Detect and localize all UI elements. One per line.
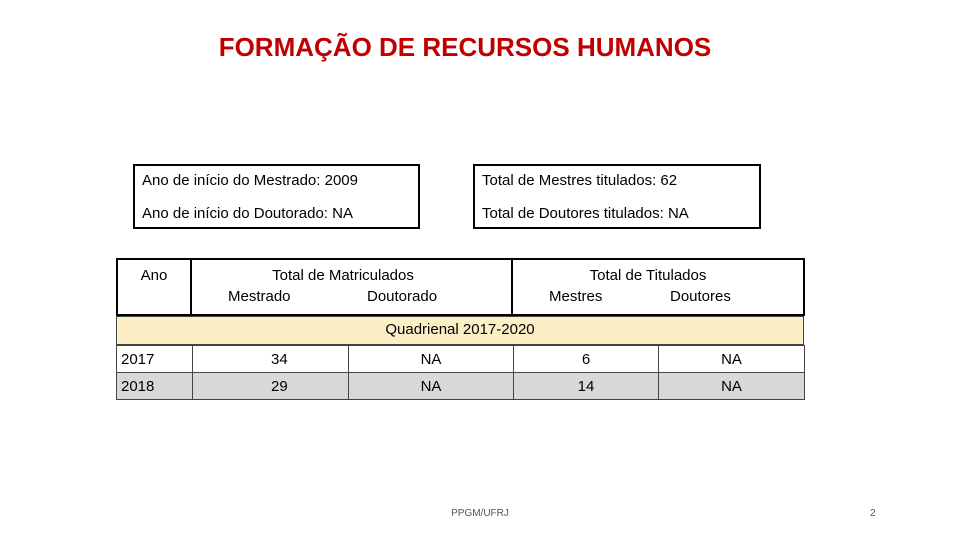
info-box-start-years	[133, 164, 420, 229]
cell-titulados-mestres: 14	[514, 373, 659, 400]
footer-label: PPGM/UFRJ	[451, 508, 509, 519]
header-ano: Ano	[140, 267, 168, 284]
cell-titulados-doutores: NA	[659, 346, 805, 373]
period-band	[116, 316, 804, 345]
cell-matriculados-mestrado: 34	[193, 346, 349, 373]
data-table	[116, 345, 805, 400]
cell-titulados-doutores: NA	[659, 373, 805, 400]
period-label: Quadrienal 2017-2020	[385, 321, 535, 338]
cell-titulados-mestres: 6	[514, 346, 659, 373]
info-box-graduates	[473, 164, 761, 229]
header-matriculados-box	[190, 258, 513, 316]
cell-matriculados-doutorado: NA	[349, 346, 514, 373]
cell-ano: 2018	[117, 373, 193, 400]
header-matriculados-doutorado: Doutorado	[367, 288, 438, 305]
header-matriculados: Total de Matriculados	[272, 267, 414, 284]
header-matriculados-mestrado: Mestrado	[228, 288, 291, 305]
mestres-titulados-total: Total de Mestres titulados: 62	[482, 172, 678, 189]
cell-matriculados-doutorado: NA	[349, 373, 514, 400]
table-row	[117, 373, 805, 400]
page-number: 2	[870, 508, 876, 519]
cell-matriculados-mestrado: 29	[193, 373, 349, 400]
header-titulados-mestres: Mestres	[549, 288, 603, 305]
header-titulados: Total de Titulados	[589, 267, 707, 284]
header-ano-box	[116, 258, 192, 316]
doutores-titulados-total: Total de Doutores titulados: NA	[482, 205, 689, 222]
header-titulados-doutores: Doutores	[670, 288, 731, 305]
slide-title: FORMAÇÃO DE RECURSOS HUMANOS	[218, 32, 712, 62]
table-row	[117, 346, 805, 373]
header-titulados-box	[511, 258, 805, 316]
mestrado-start-year: Ano de início do Mestrado: 2009	[142, 172, 358, 189]
cell-ano: 2017	[117, 346, 193, 373]
doutorado-start-year: Ano de início do Doutorado: NA	[142, 205, 353, 222]
